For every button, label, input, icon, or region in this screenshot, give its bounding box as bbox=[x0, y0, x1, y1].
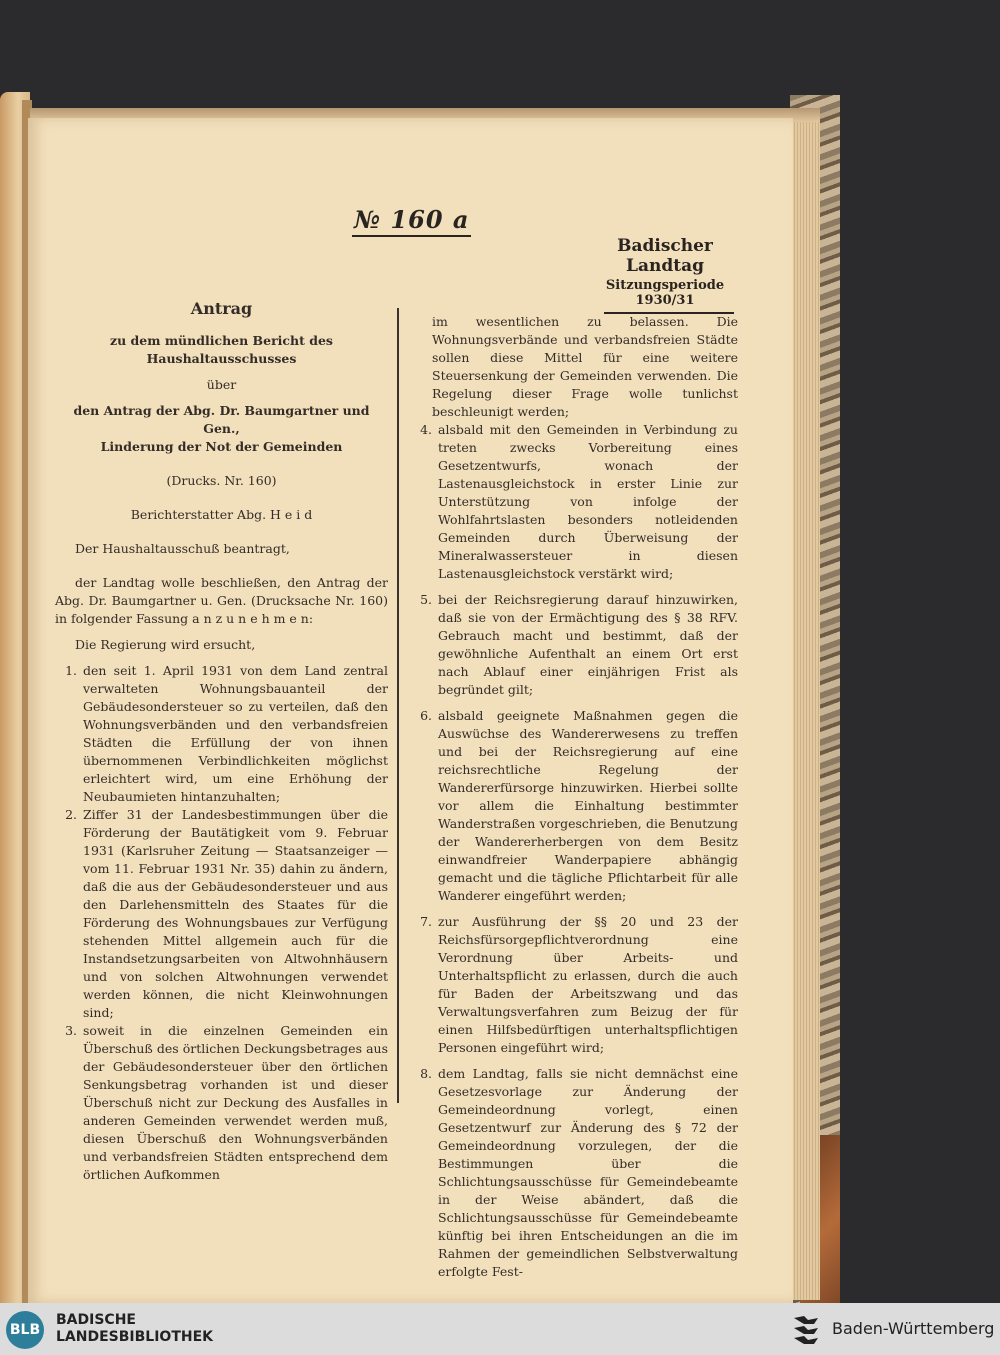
footer-bar bbox=[0, 1303, 1000, 1355]
list-item: 7. zur Ausführung der §§ 20 und 23 der Reichsfürsorgepflichtverordnung eine Verordnung über Arbeits- und Unterhaltspflicht zu erlassen, durch die auch für Baden der Arbeitszwang und das Verwaltungsverfahren zum Beizug der für einen Hilfsbedürftigen unterhaltspflichtigen Personen eingeführt wird; bbox=[420, 914, 738, 1055]
list-item: 2. Ziffer 31 der Landesbestimmungen über die Förderung der Bautätigkeit vom 9. Februar 1931 (Karlsruher Zeitung — Staatsanzeiger — vom 11. Februar 1931 Nr. 35) dahin zu ändern, daß die aus der Gebäudesondersteuer und aus den Darlehensmitteln des Staates für die Förderung des Wohnungsbaues zur Verfügung stehenden Mittel allgemein auch für die Instandsetzungsarbeiten von Altwohnhäusern und von solchen Altwohnungen verwendet werden können, die nicht Kleinwohnungen sind; bbox=[65, 807, 388, 1020]
landtag-title: Badischer Landtag bbox=[617, 236, 713, 276]
list-item: 4. alsbald mit den Gemeinden in Verbindung zu treten zwecks Vorbereitung eines Gesetzentwurfs, wonach der Lastenausgleichstock in erster Linie zur Unterstützung von infolge der Wohlfahrtslasten besonders notleidenden Gemeinden durch Überweisung der Mineralwassersteuer in diesen Lastenausgleichstock verstärkt wird; bbox=[420, 422, 738, 581]
document-number: № 160 a bbox=[352, 205, 471, 237]
column-divider bbox=[397, 308, 399, 1103]
left-column bbox=[55, 300, 388, 1184]
antrag-line-2: Linderung der Not der Gemeinden bbox=[100, 439, 343, 454]
library-name[interactable]: BADISCHE LANDESBIBLIOTHEK bbox=[56, 1312, 214, 1345]
list-item: 8. dem Landtag, falls sie nicht demnächst eine Gesetzesvorlage zur Änderung der Gemeindeordnung vorlegt, einen Gesetzentwurf zur Änderung des § 72 der Gemeindeordnung vorzulegen, der die Bestimmungen über die Schlichtungsausschüsse für Gemeindebeamte in der Weise abändert, daß die Schlichtungsausschüsse für Gemeindebeamte künftig bei ihren Entscheidungen an die im Rahmen der gemeindlichen Selbstverwaltung erfolgte Fest- bbox=[420, 1066, 738, 1279]
list-item: 5. bei der Reichsregierung darauf hinzuwirken, daß sie von der Ermächtigung des § 38 RFV. Gebrauch macht und bestimmt, daß der gewöhnliche Aufenthalt an einem Ort erst nach Ablauf einer einjährigen Frist als begründet gilt; bbox=[420, 592, 738, 697]
landtag-header bbox=[590, 236, 740, 314]
session-label: Sitzungsperiode bbox=[605, 278, 725, 293]
blb-logo-icon[interactable]: BLB bbox=[6, 1311, 44, 1349]
beschluss-text: der Landtag wolle beschließen, den Antrag der Abg. Dr. Baumgartner u. Gen. (Drucksache Nr. 160) in folgender Fassung a n z u n e h m e n: bbox=[55, 575, 388, 626]
state-name[interactable]: Baden-Württemberg bbox=[832, 1319, 995, 1338]
drucksache-ref: (Drucks. Nr. 160) bbox=[166, 473, 277, 488]
beantragt-text: Der Haushaltausschuß beantragt, bbox=[75, 541, 290, 556]
list-item: 1. den seit 1. April 1931 von dem Land zentral verwalteten Wohnungsbauanteil der Gebäudesondersteuer so zu verteilen, daß den Wohnungsverbänden und den verbandsfreien Städten die Erfüllung der von ihnen übernommenen Verbindlichkeiten möglichst erleichtert wird, um eine Erhöhung der Neubaumieten hintanzuhalten; bbox=[65, 663, 388, 804]
list-item: 6. alsbald geeignete Maßnahmen gegen die Auswüchse des Wandererwesens zu treffen und bei der Reichsregierung auf eine reichsrechtliche Regelung der Wandererfürsorge hinzuwirken. Hierbei sollte vor allem die Einhaltung bestimmter Wanderstraßen vorgeschrieben, die Benutzung der Wandererherbergen von dem Besitz einwandfreier Wanderpapiere abhängig gemacht und die tägliche Pflichtarbeit für alle Wanderer eingeführt werden; bbox=[420, 708, 738, 903]
list-item: 3. soweit in die einzelnen Gemeinden ein Überschuß des örtlichen Deckungsbetrages aus der Gebäudesondersteuer über den örtlichen Senkungsbetrag vorhanden ist und dieser Überschuß nicht zur Deckung des Ausfalles in anderen Gemeinden verwendet werden muß, diesen Überschuß den Wohnungsverbänden und verbandsfreien Städten entsprechend dem örtlichen Aufkommen bbox=[65, 1023, 388, 1182]
continuation-text: im wesentlichen zu belassen. Die Wohnungsverbände und verbandsfreien Städte sollen diese Mittel für eine weitere Steuersenkung der Gemeinden verwenden. Die Regelung dieser Frage wolle tunlichst beschleunigt werden; bbox=[432, 314, 738, 419]
right-column bbox=[410, 313, 738, 1281]
berichterstatter: Berichterstatter Abg. H e i d bbox=[130, 507, 313, 522]
motion-subtitle: zu dem mündlichen Bericht des Haushaltausschusses bbox=[110, 333, 333, 366]
ersucht-text: Die Regierung wird ersucht, bbox=[75, 637, 256, 652]
motion-title: Antrag bbox=[190, 299, 253, 318]
antrag-line-1: den Antrag der Abg. Dr. Baumgartner und Gen., bbox=[73, 403, 370, 436]
ueber-label: über bbox=[206, 377, 237, 392]
session-years: 1930/31 bbox=[635, 293, 695, 308]
lions-crest-icon bbox=[790, 1312, 822, 1346]
